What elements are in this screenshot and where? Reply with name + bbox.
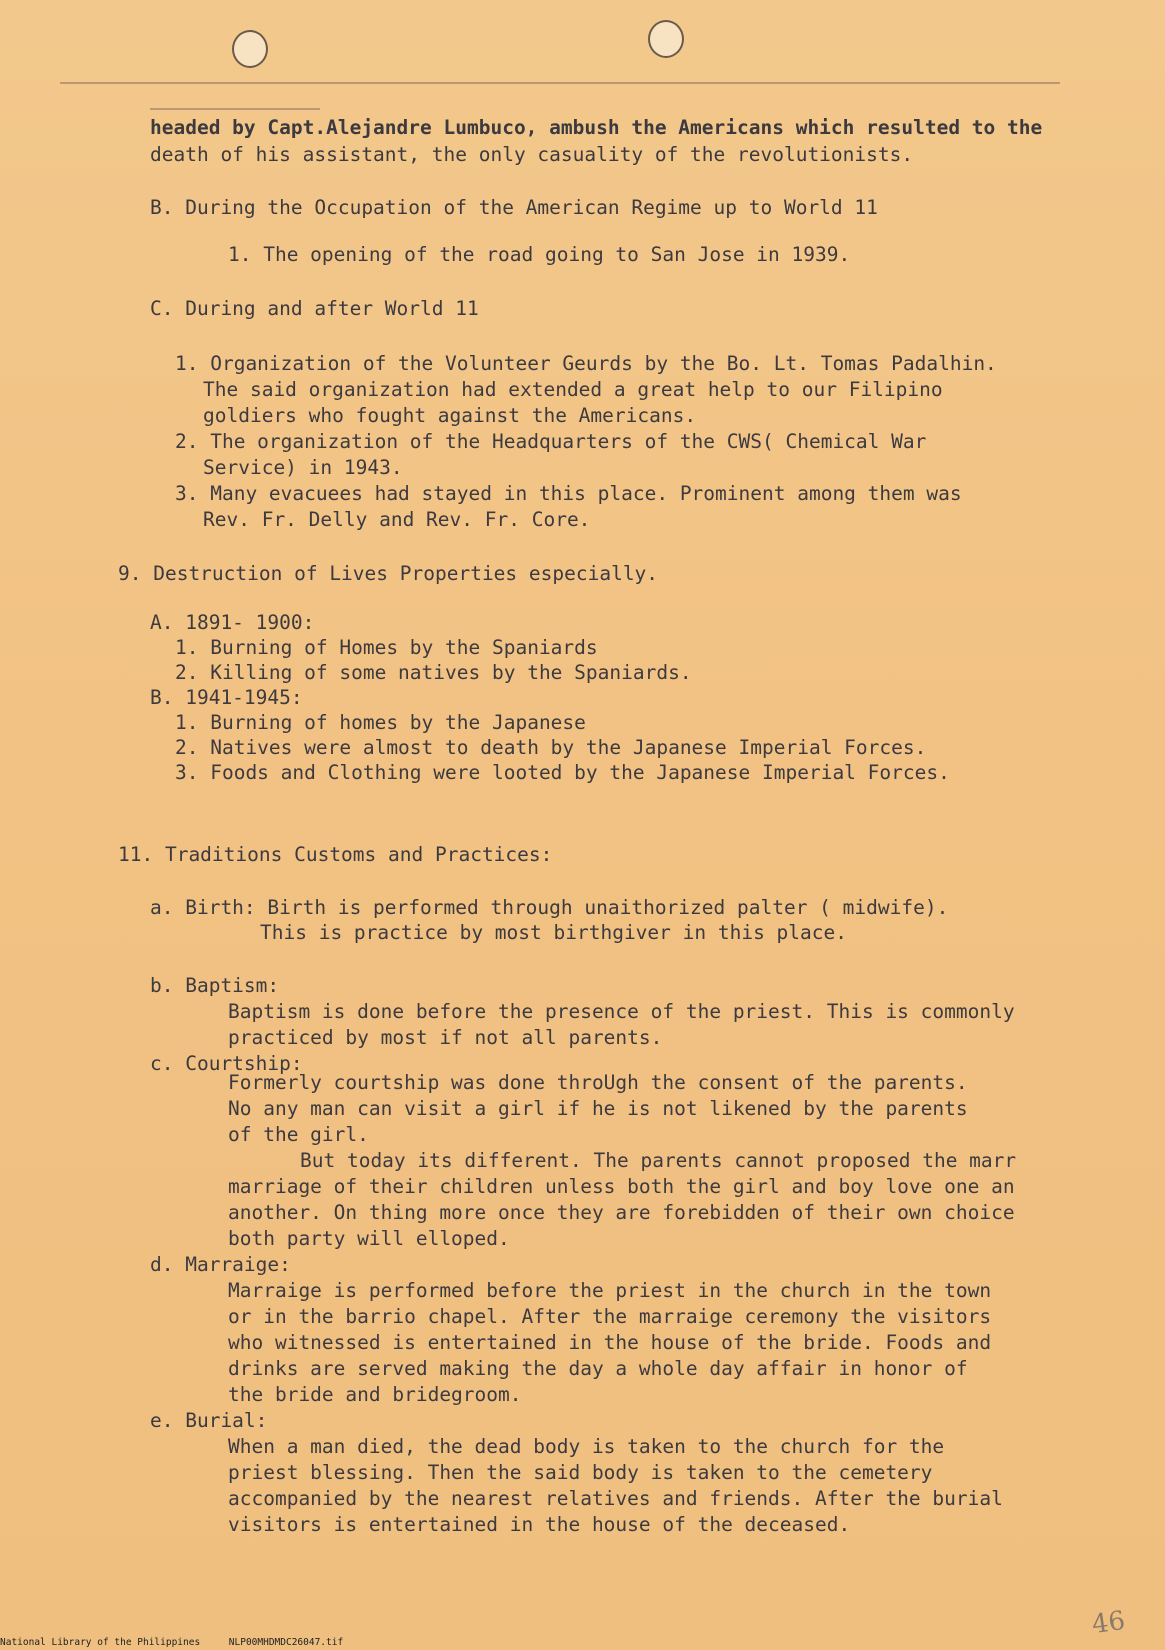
punch-hole-right <box>648 20 684 58</box>
text-line: No any man can visit a girl if he is not likened by the parents <box>228 1097 968 1120</box>
text-line: of the girl. <box>228 1123 369 1146</box>
text-line: who witnessed is entertained in the house of the bride. Foods and <box>228 1331 992 1354</box>
text-line: drinks are served making the day a whole day affair in honor of <box>228 1357 968 1380</box>
text-line: death of his assistant, the only casuality of the revolutionists. <box>150 143 914 166</box>
subsection-heading: e. Burial: <box>150 1409 268 1432</box>
subsection-heading: c. Courtship: <box>150 1052 303 1075</box>
text-line: the bride and bridegroom. <box>228 1383 522 1406</box>
text-line: priest blessing. Then the said body is taken to the cemetery <box>228 1461 933 1484</box>
section-heading: B. During the Occupation of the American Regime up to World 11 <box>150 196 878 219</box>
text-line: or in the barrio chapel. After the marraige ceremony the visitors <box>228 1305 992 1328</box>
subsection-heading: B. 1941-1945: <box>150 686 303 709</box>
text-line: headed by Capt.Alejandre Lumbuco, ambush the Americans which resulted to the <box>150 116 1043 139</box>
faint-rule-short <box>150 108 320 110</box>
text-line: But today its different. The parents cannot proposed the marr <box>300 1149 1017 1172</box>
text-line: accompanied by the nearest relatives and friends. After the burial <box>228 1487 1003 1510</box>
text-line: Formerly courtship was done throUgh the consent of the parents. <box>228 1071 968 1094</box>
faint-rule <box>60 82 1060 84</box>
text-line: 2. Killing of some natives by the Spaniards. <box>175 661 692 684</box>
text-line: both party will elloped. <box>228 1227 510 1250</box>
text-line: another. On thing more once they are forebidden of their own choice <box>228 1201 1015 1224</box>
text-line: 1. Organization of the Volunteer Geurds by the Bo. Lt. Tomas Padalhin. <box>175 352 997 375</box>
section-heading: 9. Destruction of Lives Properties especially. <box>118 562 659 585</box>
page-number: 46 <box>1090 1605 1128 1641</box>
text-line: a. Birth: Birth is performed through unaithorized palter ( midwife). <box>150 896 949 919</box>
text-line: The said organization had extended a great help to our Filipino <box>203 378 943 401</box>
archive-footer: National Library of the Philippines NLP00MHDMDC26047.tif <box>0 1637 344 1648</box>
punch-hole-left <box>232 30 268 68</box>
text-line: Marraige is performed before the priest in the church in the town <box>228 1279 992 1302</box>
text-line: Baptism is done before the presence of the priest. This is commonly <box>228 1000 1015 1023</box>
section-heading: 11. Traditions Customs and Practices: <box>118 843 553 866</box>
text-line: 1. Burning of Homes by the Spaniards <box>175 636 598 659</box>
text-line: 2. Natives were almost to death by the Japanese Imperial Forces. <box>175 736 927 759</box>
text-line: 1. The opening of the road going to San Jose in 1939. <box>228 243 851 266</box>
text-line: 3. Many evacuees had stayed in this place. Prominent among them was <box>175 482 962 505</box>
text-line: visitors is entertained in the house of the deceased. <box>228 1513 851 1536</box>
subsection-heading: A. 1891- 1900: <box>150 611 315 634</box>
text-line: When a man died, the dead body is taken to the church for the <box>228 1435 945 1458</box>
text-line: 2. The organization of the Headquarters of the CWS( Chemical War <box>175 430 927 453</box>
text-line: Service) in 1943. <box>203 456 403 479</box>
text-line: practiced by most if not all parents. <box>228 1026 663 1049</box>
text-line: marriage of their children unless both the girl and boy love one an <box>228 1175 1015 1198</box>
text-line: 1. Burning of homes by the Japanese <box>175 711 586 734</box>
subsection-heading: b. Baptism: <box>150 974 280 997</box>
text-line: This is practice by most birthgiver in this place. <box>260 921 847 944</box>
text-line: Rev. Fr. Delly and Rev. Fr. Core. <box>203 508 591 531</box>
section-heading: C. During and after World 11 <box>150 297 479 320</box>
subsection-heading: d. Marraige: <box>150 1253 291 1276</box>
text-line: 3. Foods and Clothing were looted by the Japanese Imperial Forces. <box>175 761 950 784</box>
text-line: goldiers who fought against the Americans. <box>203 404 697 427</box>
